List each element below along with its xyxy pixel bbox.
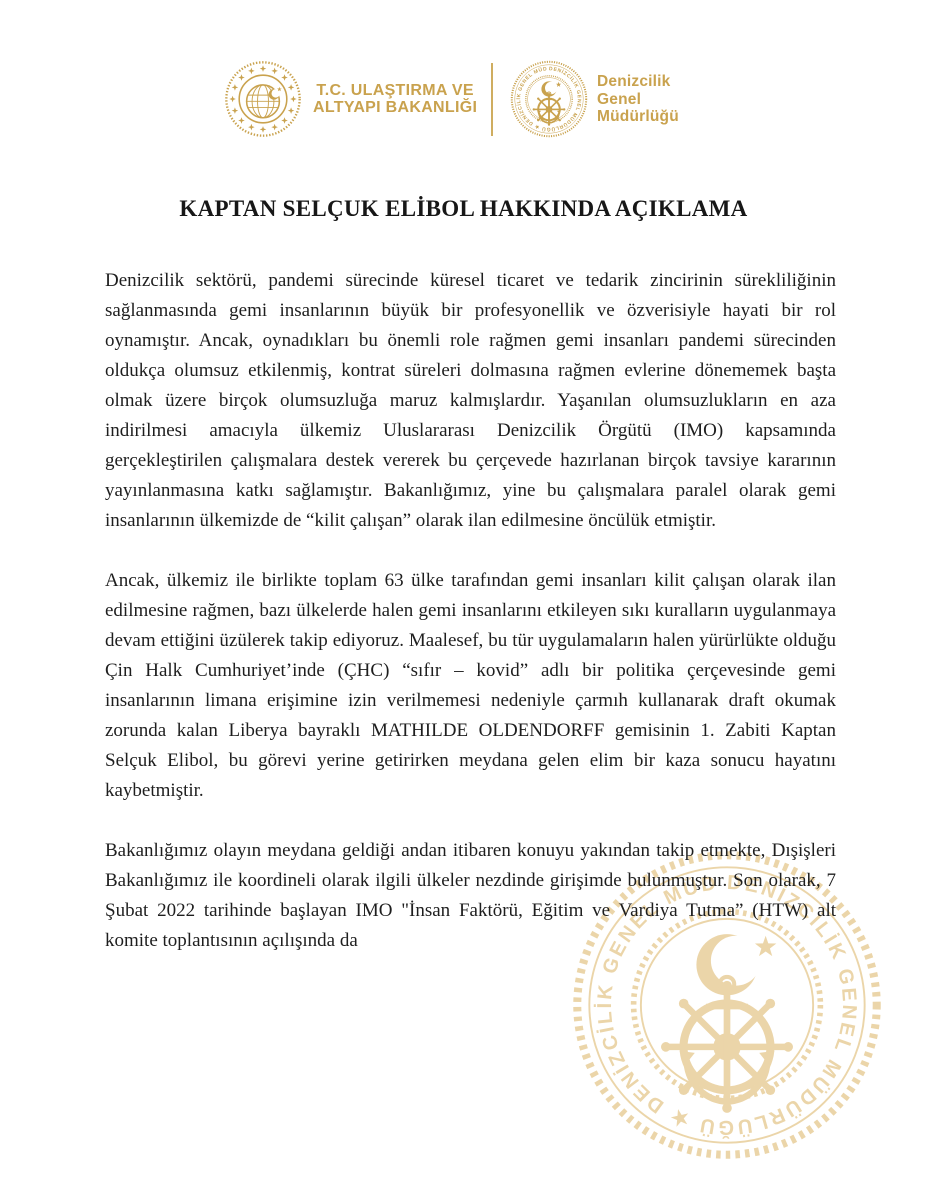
body-paragraph: Ancak, ülkemiz ile birlikte toplam 63 ülke tarafından gemi insanları kilit çalışan olarak ilan edilmesine rağmen, bazı ülkelerde halen gemi insanlarını etkileyen sıkı kuralların uygulanmaya devam ettiğini üzülerek takip ediyoruz. Maalesef, bu tür uygulamaların halen yürürlükte olduğu Çin Halk Cumhuriyet’inde (ÇHC) “sıfır – kovid” adlı bir politika çerçevesinde gemi insanlarının limana erişimine izin verilmemesi nedeniyle çarmıh kullanarak draft okumak zorunda kalan Liberya bayraklı MATHILDE OLDENDORFF gemisinin 1. Zabiti Kaptan Selçuk Elibol, bu görevi yerine getirirken meydana gelen elim bir kaza sonucu hayatını kaybetmiştir. bbox=[105, 570, 836, 801]
directorate-name-line2: Genel bbox=[597, 90, 642, 108]
directorate-seal-icon bbox=[509, 59, 589, 139]
directorate-name-line1: Denizcilik bbox=[597, 73, 671, 90]
body-paragraph: Denizcilik sektörü, pandemi sürecinde küresel ticaret ve tedarik zincirinin sürekliliğinin sağlanmasında gemi insanlarının büyük bir profesyonellik ve özverisiyle hayati bir rol oynamıştır. Ancak, oynadıkları bu önemli role rağmen gemi insanları pandemi sürecinden oldukça olumsuz etkilenmiş, kontrat süreleri dolmasına rağmen evlerine dönememek başta olmak üzere birçok olumsuzluğa maruz kalmışlardır. Yaşanılan olumsuzlukların en aza indirilmesi amacıyla ülkemiz Uluslararası Denizcilik Örgütü (IMO) kapsamında gerçekleştirilen çalışmalara destek vererek bu çerçevede hazırlanan birçok tavsiye kararının yayınlanmasına katkı sağlamıştır. Bakanlığımız, yine bu çalışmalara paralel olarak gemi insanlarının ülkemizde de “kilit çalışan” olarak ilan edilmesine öncülük etmiştir. bbox=[105, 270, 836, 531]
body-paragraph: Bakanlığımız olayın meydana geldiği andan itibaren konuyu yakından takip etmekte, Dışişleri Bakanlığımız ile koordineli olarak ilgili ülkeler nezdinde girişimde bulunmuştur. Son olarak, 7 Şubat 2022 tarihinde başlayan IMO "İnsan Faktörü, Eğitim ve Vardiya Tutma” (HTW) alt komite toplantısının açılışında da bbox=[105, 840, 836, 951]
ministry-name-line2: ALTYAPI BAKANLIĞI bbox=[313, 99, 478, 116]
ministry-emblem-icon bbox=[224, 60, 302, 138]
statement-body bbox=[105, 266, 836, 986]
ministry-name-line1: T.C. ULAŞTIRMA VE bbox=[316, 82, 474, 99]
ministry-name bbox=[313, 82, 477, 116]
page-title: KAPTAN SELÇUK ELİBOL HAKKINDA AÇIKLAMA bbox=[179, 196, 748, 221]
header-divider bbox=[491, 63, 493, 136]
directorate-name-line3: Müdürlüğü bbox=[597, 108, 679, 125]
directorate-name bbox=[597, 73, 679, 126]
